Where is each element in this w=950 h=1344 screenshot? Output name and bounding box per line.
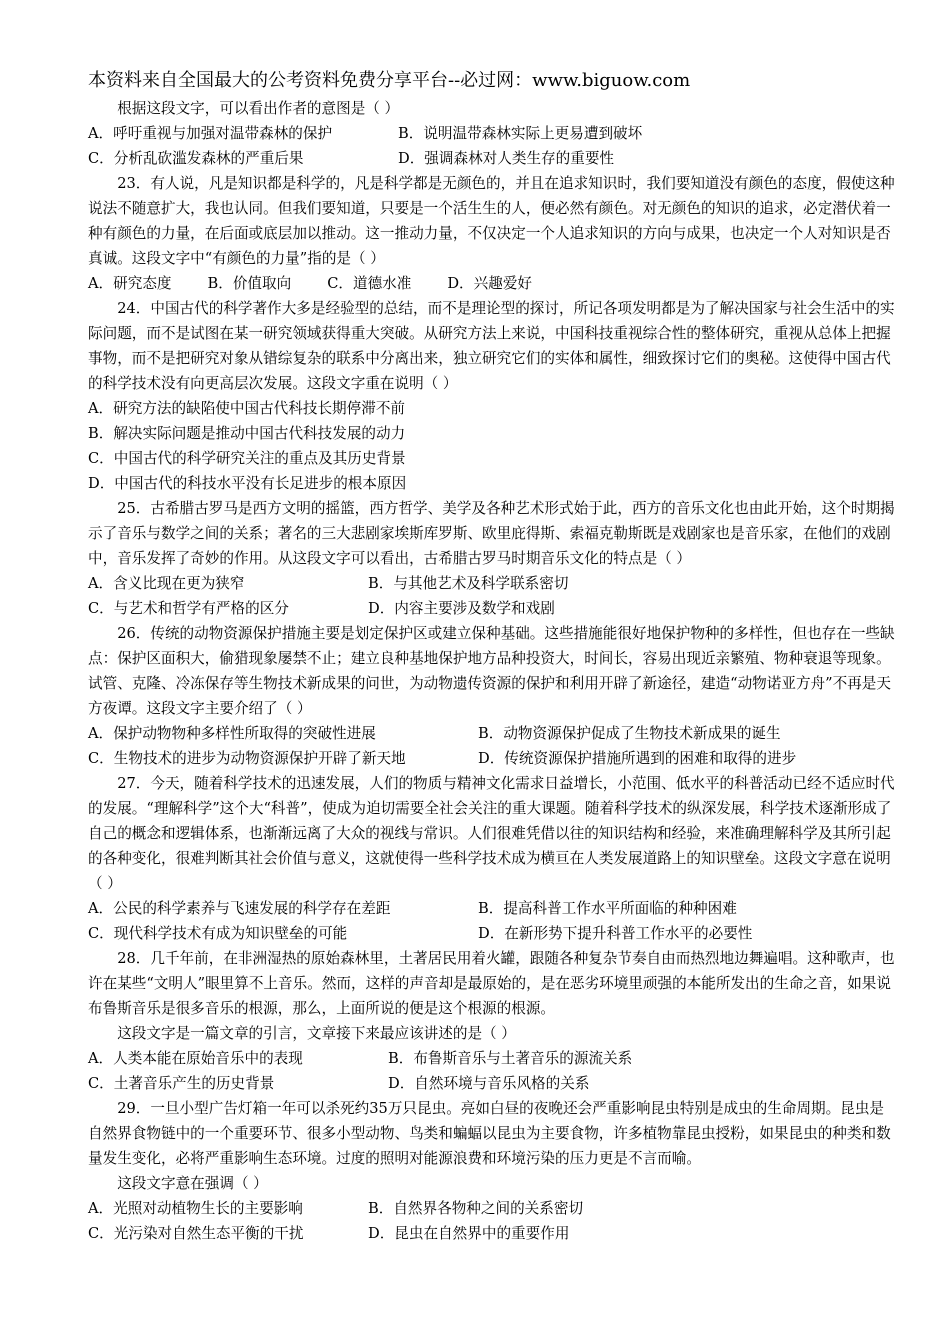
options-row (88, 146, 898, 171)
question-prompt: 这段文字意在强调（ ） (117, 1175, 268, 1192)
option-a: A．含义比现在更为狭窄 (88, 575, 245, 592)
question-28 (88, 946, 898, 1096)
question-text: 26．传统的动物资源保护措施主要是划定保护区或建立保种基础。这些措施能很好地保护物种的多样性，但也存在一些缺点：保护区面积大，偷猎现象屡禁不止；建立良种基地保护地方品种投资大，时间长，容易出现近亲繁殖、物种衰退等现象。试管、克隆、冷冻保存等生物技术新成果的问世，为动物遗传资源的保护和利用开辟了新途径，建造“动物诺亚方舟”不再是天方夜谭。这段文字主要介绍了（ ） (88, 625, 895, 717)
option-b: B．自然界各物种之间的关系密切 (368, 1200, 584, 1217)
option-d: D．内容主要涉及数学和戏剧 (368, 600, 555, 617)
option-b: B．布鲁斯音乐与土著音乐的源流关系 (388, 1050, 633, 1067)
options-row (88, 1221, 898, 1246)
question-text: 23．有人说，凡是知识都是科学的，凡是科学都是无颜色的，并且在追求知识时，我们要知道没有颜色的态度，假使这种说法不随意扩大，我也认同。但我们要知道，只要是一个活生生的人，便必然有颜色。对无颜色的知识的追求，必定潜伏着一种有颜色的力量，在后面或底层加以推动。这一推动力量，不仅决定一个人追求知识的方向与成果，也决定一个人对知识是否真诚。这段文字中“有颜色的力量”指的是（ ） (88, 175, 895, 267)
option-c: C．与艺术和哲学有严格的区分 (88, 600, 289, 617)
option-d: D．自然环境与音乐风格的关系 (388, 1075, 590, 1092)
option-a: A．呼吁重视与加强对温带森林的保护 (88, 125, 333, 142)
question-26 (88, 621, 898, 771)
question-27 (88, 771, 898, 946)
options-row (88, 571, 898, 596)
option-c: C．现代科学技术有成为知识壁垒的可能 (88, 925, 348, 942)
options-row (88, 1046, 898, 1071)
options-row (88, 896, 898, 921)
option-d: D．传统资源保护措施所遇到的困难和取得的进步 (478, 750, 797, 767)
option-c: C．道德水准 (327, 275, 412, 292)
option-c: C．光污染对自然生态平衡的干扰 (88, 1225, 304, 1242)
question-prompt: 这段文字是一篇文章的引言，文章接下来最应该讲述的是（ ） (117, 1025, 516, 1042)
question-22 (88, 96, 898, 171)
question-text: 29．一旦小型广告灯箱一年可以杀死约35万只昆虫。亮如白昼的夜晚还会严重影响昆虫特别是成虫的生命周期。昆虫是自然界食物链中的一个重要环节、很多小型动物、鸟类和蝙蝠以昆虫为主要食物，许多植物靠昆虫授粉，如果昆虫的种类和数量发生变化，必将严重影响生态环境。过度的照明对能源浪费和环境污染的压力更是不言而喻。 (88, 1100, 891, 1167)
options-row (88, 921, 898, 946)
options-row (88, 271, 898, 296)
question-29 (88, 1096, 898, 1246)
question-text: 27．今天，随着科学技术的迅速发展，人们的物质与精神文化需求日益增长，小范围、低水平的科普活动已经不适应时代的发展。“理解科学”这个大“科普”，使成为迫切需要全社会关注的重大课题。随着科学技术的纵深发展，科学技术逐渐形成了自己的概念和逻辑体系，也渐渐远离了大众的视线与常识。人们很难凭借以往的知识结构和经验，来准确理解科学及其所引起的各种变化，很难判断其社会价值与意义，这就使得一些科学技术成为横亘在人类发展道路上的知识壁垒。这段文字意在说明（ ） (88, 775, 895, 892)
option-b: B．说明温带森林实际上更易遭到破坏 (398, 125, 643, 142)
option-b: B．解决实际问题是推动中国古代科技发展的动力 (88, 425, 406, 442)
options-row (88, 1071, 898, 1096)
option-b: B．提高科普工作水平所面临的种种困难 (478, 900, 737, 917)
option-a: A．人类本能在原始音乐中的表现 (88, 1050, 303, 1067)
option-d: D．兴趣爱好 (447, 275, 533, 292)
option-c: C．生物技术的进步为动物资源保护开辟了新天地 (88, 750, 406, 767)
question-prompt: 根据这段文字，可以看出作者的意图是（ ） (117, 100, 400, 117)
option-a: A．研究态度 (88, 275, 172, 292)
question-24 (88, 296, 898, 496)
option-d: D．昆虫在自然界中的重要作用 (368, 1225, 570, 1242)
option-d: D．强调森林对人类生存的重要性 (398, 150, 615, 167)
option-d: D．在新形势下提升科普工作水平的必要性 (478, 925, 753, 942)
question-text: 24．中国古代的科学著作大多是经验型的总结，而不是理论型的探讨，所记各项发明都是为了解决国家与社会生活中的实际问题，而不是试图在某一研究领域获得重大突破。从研究方法上来说，中国科技重视综合性的整体研究，重视从总体上把握事物，而不是把研究对象从错综复杂的联系中分离出来，独立研究它们的实体和属性，细致探讨它们的奥秘。这使得中国古代的科学技术没有向更高层次发展。这段文字重在说明（ ） (88, 300, 895, 392)
option-c: C．分析乱砍滥发森林的严重后果 (88, 150, 304, 167)
option-b: B．与其他艺术及科学联系密切 (368, 575, 569, 592)
option-a: A．研究方法的缺陷使中国古代科技长期停滞不前 (88, 400, 406, 417)
options-row (88, 746, 898, 771)
question-text: 28．几千年前，在非洲湿热的原始森林里，土著居民用着火罐，跟随各种复杂节奏自由而热烈地边舞遍唱。这种歌声，也许在某些“文明人”眼里算不上音乐。然而，这样的声音却是最原始的，是在恶劣环境里顽强的本能所发出的生命之音，如果说布鲁斯音乐是很多音乐的根源，那么，上面所说的便是这个根源的根源。 (88, 950, 895, 1017)
document-content (88, 96, 898, 1246)
option-d: D．中国古代的科技水平没有长足进步的根本原因 (88, 475, 407, 492)
options-row (88, 721, 898, 746)
option-c: C．中国古代的科学研究关注的重点及其历史背景 (88, 450, 406, 467)
option-a: A．保护动物物种多样性所取得的突破性进展 (88, 725, 376, 742)
question-23 (88, 171, 898, 296)
question-25 (88, 496, 898, 621)
page-header: 本资料来自全国最大的公考资料免费分享平台--必过网：www.biguow.com (88, 70, 691, 91)
options-row (88, 1196, 898, 1221)
option-c: C．土著音乐产生的历史背景 (88, 1075, 275, 1092)
options-row (88, 596, 898, 621)
option-b: B．动物资源保护促成了生物技术新成果的诞生 (478, 725, 781, 742)
option-a: A．光照对动植物生长的主要影响 (88, 1200, 303, 1217)
option-a: A．公民的科学素养与飞速发展的科学存在差距 (88, 900, 391, 917)
options-row (88, 121, 898, 146)
option-b: B．价值取向 (207, 275, 292, 292)
question-text: 25．古希腊古罗马是西方文明的摇篮，西方哲学、美学及各种艺术形式始于此，西方的音乐文化也由此开始，这个时期揭示了音乐与数学之间的关系；著名的三大悲剧家埃斯库罗斯、欧里庇得斯、索福克勒斯既是戏剧家也是音乐家，在他们的戏剧中，音乐发挥了奇妙的作用。从这段文字可以看出，古希腊古罗马时期音乐文化的特点是（ ） (88, 500, 895, 567)
